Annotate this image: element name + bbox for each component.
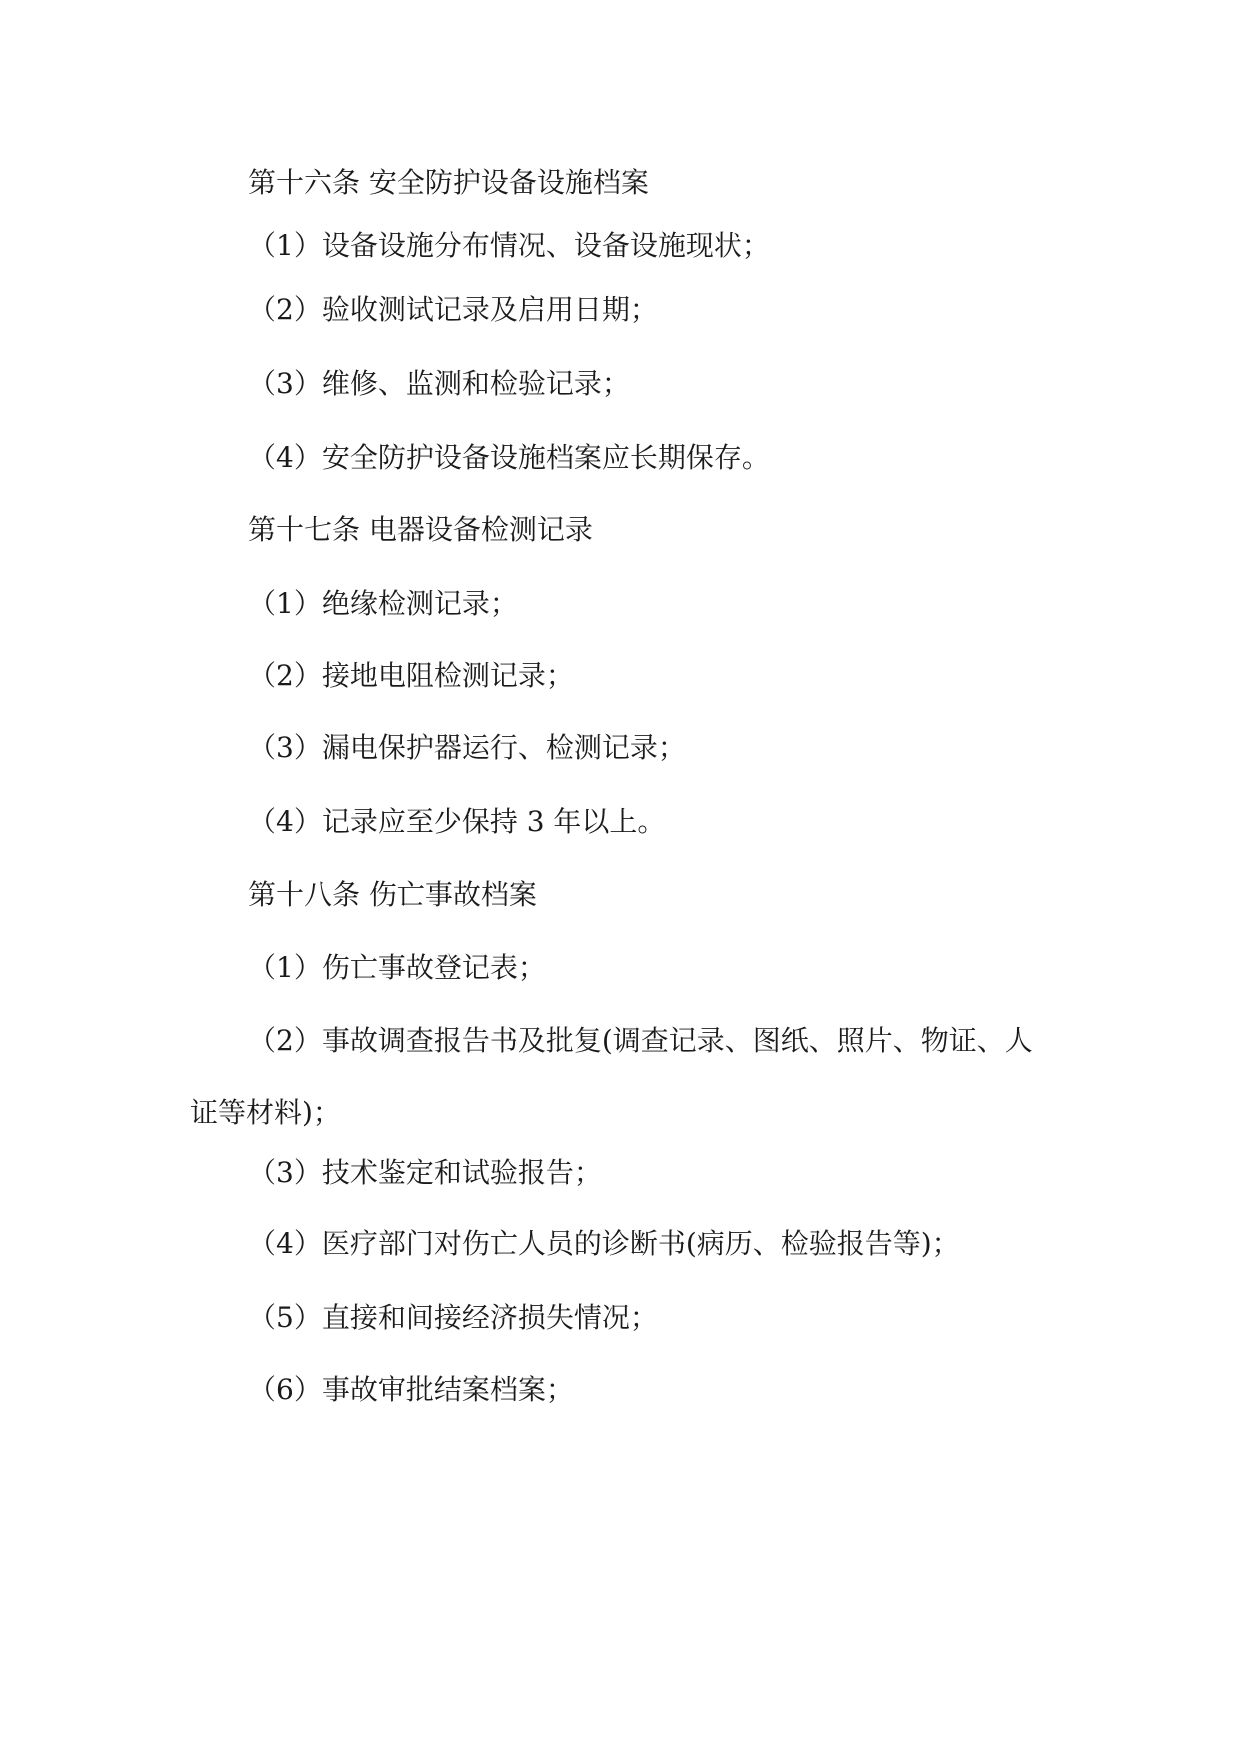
article-18-item-2-continued: 证等材料)；	[190, 1096, 341, 1129]
article-17-heading: 第十七条 电器设备检测记录	[248, 513, 593, 546]
article-16-item-2: （2）验收测试记录及启用日期；	[248, 293, 658, 326]
article-18-item-3: （3）技术鉴定和试验报告；	[248, 1156, 602, 1189]
article-17-item-3: （3）漏电保护器运行、检测记录；	[248, 731, 686, 764]
article-18-heading: 第十八条 伤亡事故档案	[248, 878, 537, 911]
article-16-item-4: （4）安全防护设备设施档案应长期保存。	[248, 441, 770, 474]
article-16-item-1: （1）设备设施分布情况、设备设施现状；	[248, 229, 770, 262]
article-18-item-4: （4）医疗部门对伤亡人员的诊断书(病历、检验报告等)；	[248, 1227, 960, 1260]
article-18-item-5: （5）直接和间接经济损失情况；	[248, 1301, 658, 1334]
article-16-item-3: （3）维修、监测和检验记录；	[248, 367, 630, 400]
article-17-item-4: （4）记录应至少保持 3 年以上。	[248, 805, 666, 838]
article-18-item-6: （6）事故审批结案档案；	[248, 1373, 574, 1406]
article-16-heading: 第十六条 安全防护设备设施档案	[248, 166, 649, 199]
article-18-item-1: （1）伤亡事故登记表；	[248, 951, 546, 984]
article-17-item-1: （1）绝缘检测记录；	[248, 587, 518, 620]
article-17-item-2: （2）接地电阻检测记录；	[248, 659, 574, 692]
article-18-item-2: （2）事故调查报告书及批复(调查记录、图纸、照片、物证、人	[248, 1024, 1033, 1057]
